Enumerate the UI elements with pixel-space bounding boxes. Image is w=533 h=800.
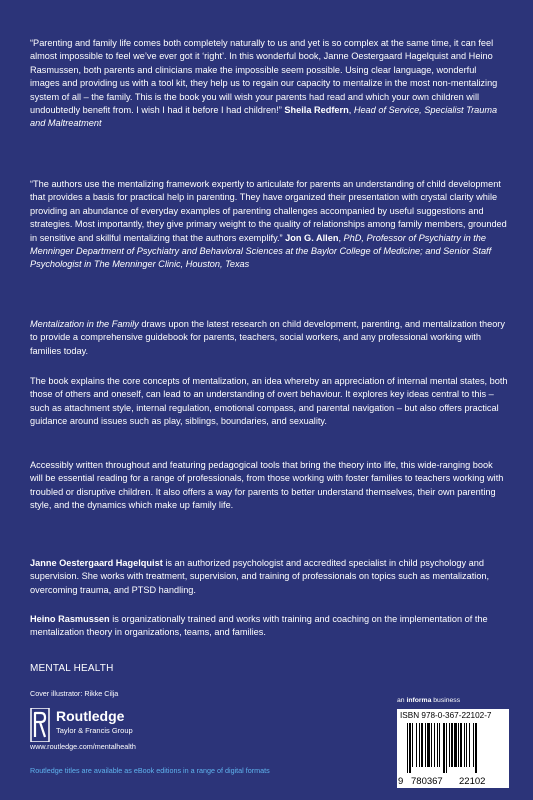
barcode-bar [446,723,447,773]
description-audience: Accessibly written throughout and featuring pedagogical tools that bring the theory into life, this wide-ranging book will be essential reading for a range of professionals, from those working with foster families to teachers working with troubled or disruptive children. It also offers a way for parents to better understand themselves, their own parenting style, and the dynamics which make up family life. [30,460,504,511]
publisher-url[interactable]: www.routledge.com/mentalhealth [30,742,136,751]
category-label: MENTAL HEALTH [30,663,114,674]
barcode-digit-first: 9 [398,776,404,787]
barcode-bar [475,723,477,773]
barcode-bar [434,723,435,767]
barcode-bar [419,723,420,767]
author-bio-rasmussen [30,613,508,640]
barcode-bar [464,723,465,767]
author-bio: is organizationally trained and works with training and coaching on the implementation of the mentalization theory in organizations, teams, and families. [30,614,488,638]
barcode-bar [443,723,445,773]
endorsement-quote: “The authors use the mentalizing framework expertly to articulate for parents an understanding of child development that provides a basis for practical help in parenting. They have organized their presentation with crystal clarity while providing an abundance of everyday examples of parenting challenges accompanied by useful suggestions and strategies. Most importantly, they give primary weight to the quality of relationships among family members, grounded in sensitive and skillful mentalizing that the authors exemplify.” [30,179,507,243]
barcode-bar [425,723,426,767]
barcode-bar [412,723,413,767]
description-intro [30,318,508,358]
book-title-italic: Mentalization in the Family [30,319,139,329]
ebook-availability-note: Routledge titles are available as eBook editions in a range of digital formats [30,766,270,775]
endorsement-redfern [30,37,508,131]
informa-brand: informa [406,697,432,704]
barcode-bar [421,723,423,767]
endorser-sep: , [348,105,354,116]
barcode-bar [460,723,462,767]
author-bio: is an authorized psychologist and accredited specialist in child psychology and supervision. She works with treatment, supervision, and training of professionals on topics such as mentalization, overcoming trauma, and PTSD handling. [30,558,490,595]
barcode-bar [469,723,470,767]
barcode-bar [451,723,453,767]
barcode-bar [431,723,432,767]
endorsement-quote: “Parenting and family life comes both completely naturally to us and yet is so complex at the same time, it can feel almost impossible to feel we’ve ever got it ‘right’. In this wonderful book, Janne Oestergaard Hagelquist and Heino Rasmussen, both parents and clinicians make the impossible seem possible. Using clear language, wonderful images and providing us with a tool kit, they help us to regain our capacity to mentalize in the most non-mentalizing system of all – the family. This is the book you will wish your parents had read and which your own children will undoubtedly benefit from. I wish I had it before I had children!” [30,38,498,116]
barcode-digit-group1: 780367 [411,776,443,787]
barcode-bar [449,723,450,767]
barcode-icon [403,723,505,773]
publisher-name: Routledge [56,708,125,724]
cover-illustrator-credit: Cover illustrator: Rikke Cilja [30,689,119,698]
endorser-role: PhD, Professor of Psychiatry in the Menninger Department of Psychiatry and Behavioral Sciences at the Baylor College of Medicine; and Senior Staff Psychologist in The Menninger Clinic, Houston, Texas [30,232,492,270]
isbn-barcode [397,709,509,788]
endorser-name: Jon G. Allen [285,232,339,243]
barcode-bar [437,723,438,767]
barcode-bar [409,723,411,773]
routledge-mark-icon [30,708,50,742]
barcode-bar [454,723,457,767]
description-core-concepts: The book explains the core concepts of mentalization, an idea whereby an appreciation of internal mental states, both those of others and oneself, can lead to an understanding of overt behaviour. It explores key ideas central to this – such as attachment style, internal regulation, emotional compass, and parental navigation – but also offers practical guidance around issues such as play, siblings, boundaries, and sexuality. [30,376,508,427]
endorser-name: Sheila Redfern [284,105,349,116]
routledge-logo [30,706,230,746]
barcode-bar [416,723,417,767]
intro-text: draws upon the latest research on child development, parenting, and mentalization theory to provide a comprehensive guidebook for parents, teachers, social workers, and any professional working with families today. [30,319,505,356]
barcode-digit-group2: 22102 [459,776,486,787]
author-bio-hagelquist [30,557,508,597]
barcode-bar [458,723,459,767]
endorser-sep: , [338,232,344,243]
barcode-bar [427,723,430,767]
barcode-bar [473,723,474,767]
endorsement-allen [30,178,508,272]
informa-business-label: an informa business [397,697,461,704]
barcode-bar [439,723,440,767]
barcode-bar [407,723,408,773]
author-name: Heino Rasmussen [30,614,110,624]
author-name: Janne Oestergaard Hagelquist [30,558,163,568]
publisher-group: Taylor & Francis Group [56,726,133,735]
barcode-bar [466,723,467,767]
endorser-role: Head of Service, Specialist Trauma and Maltreatment [30,105,498,129]
isbn-number: ISBN 978-0-367-22102-7 [400,711,492,720]
